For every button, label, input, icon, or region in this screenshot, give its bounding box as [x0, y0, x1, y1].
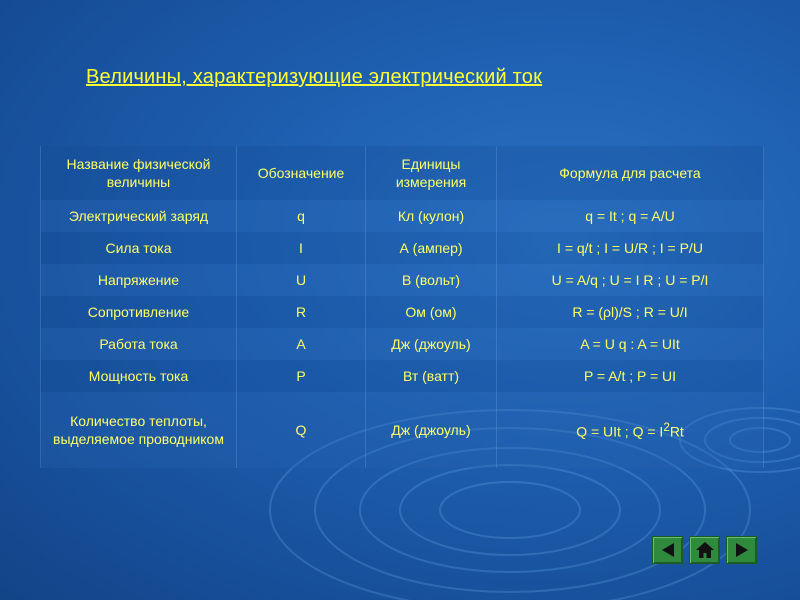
cell-unit: В (вольт)	[366, 264, 497, 296]
cell-unit: А (ампер)	[366, 232, 497, 264]
cell-symbol: q	[237, 200, 366, 232]
prev-slide-button[interactable]	[652, 536, 683, 564]
table-row	[41, 232, 764, 264]
slide-navigation	[652, 536, 757, 564]
cell-symbol: U	[237, 264, 366, 296]
cell-name: Работа тока	[41, 328, 237, 360]
cell-symbol: Q	[237, 392, 366, 468]
header-symbol: Обозначение	[237, 146, 366, 200]
table-row	[41, 360, 764, 392]
cell-name: Сила тока	[41, 232, 237, 264]
cell-symbol: A	[237, 328, 366, 360]
table-header-row	[41, 146, 764, 200]
cell-symbol: I	[237, 232, 366, 264]
cell-unit: Дж (джоуль)	[366, 328, 497, 360]
quantities-table	[40, 146, 764, 468]
cell-unit: Дж (джоуль)	[366, 392, 497, 468]
cell-formula: A = U q : A = UIt	[497, 328, 764, 360]
cell-unit: Вт (ватт)	[366, 360, 497, 392]
cell-name: Сопротивление	[41, 296, 237, 328]
header-name: Название физической величины	[41, 146, 237, 200]
cell-formula: q = It ; q = A/U	[497, 200, 764, 232]
header-unit: Единицы измерения	[366, 146, 497, 200]
home-button[interactable]	[689, 536, 720, 564]
table-row	[41, 392, 764, 468]
cell-formula: R = (ρl)/S ; R = U/I	[497, 296, 764, 328]
formula-superscript: 2	[663, 421, 670, 435]
formula-tail: Rt	[669, 423, 684, 440]
cell-name: Количество теплоты, выделяемое проводником	[41, 392, 237, 468]
cell-symbol: R	[237, 296, 366, 328]
cell-name: Мощность тока	[41, 360, 237, 392]
page-title: Величины, характеризующие электрический ток	[86, 66, 543, 88]
cell-formula: U = A/q ; U = I R ; U = P/I	[497, 264, 764, 296]
cell-name: Электрический заряд	[41, 200, 237, 232]
next-slide-button[interactable]	[726, 536, 757, 564]
cell-formula	[497, 392, 764, 468]
table-row	[41, 296, 764, 328]
formula-main: Q = UIt ; Q = I	[576, 423, 664, 440]
cell-unit: Кл (кулон)	[366, 200, 497, 232]
arrow-right-icon	[733, 541, 751, 559]
cell-name: Напряжение	[41, 264, 237, 296]
cell-formula: P = A/t ; P = UI	[497, 360, 764, 392]
home-icon	[695, 541, 715, 559]
cell-symbol: P	[237, 360, 366, 392]
table-row	[41, 328, 764, 360]
cell-unit: Ом (ом)	[366, 296, 497, 328]
table-row	[41, 264, 764, 296]
table-row	[41, 200, 764, 232]
cell-formula: I = q/t ; I = U/R ; I = P/U	[497, 232, 764, 264]
header-formula: Формула для расчета	[497, 146, 764, 200]
arrow-left-icon	[659, 541, 677, 559]
